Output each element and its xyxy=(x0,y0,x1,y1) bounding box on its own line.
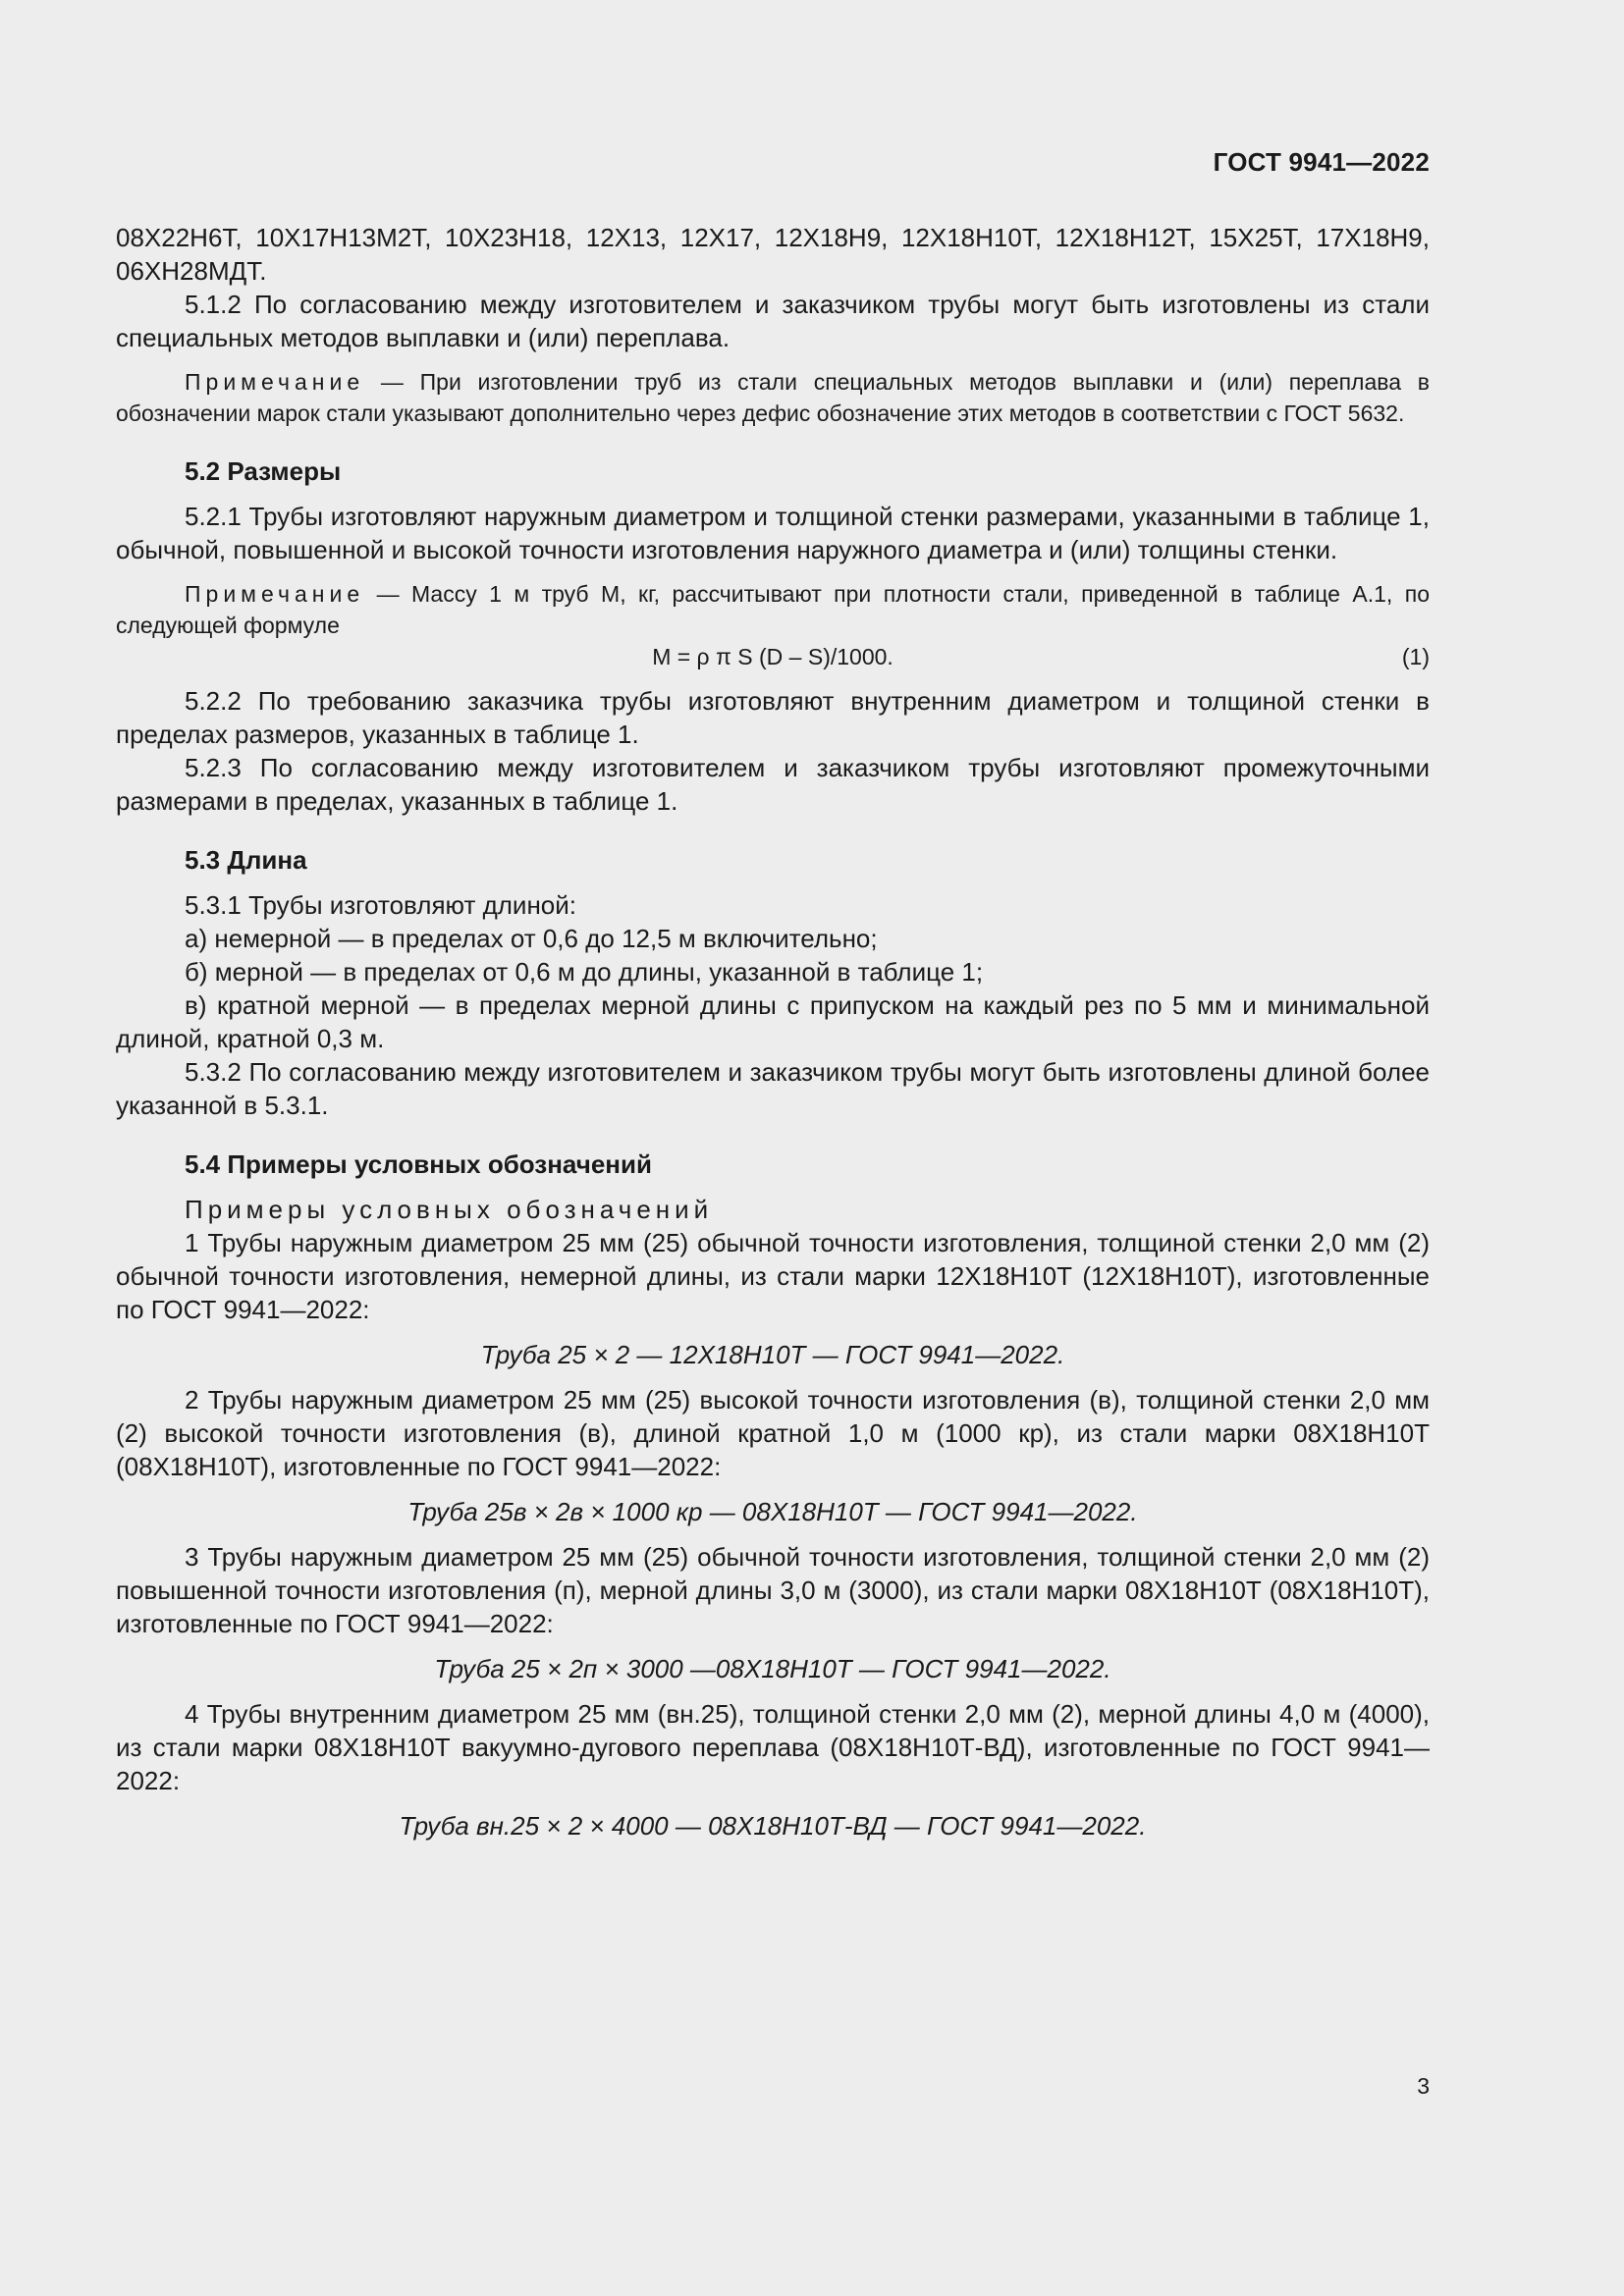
note-2 xyxy=(116,578,1430,641)
section-heading-5-2: 5.2 Размеры xyxy=(185,456,342,486)
section-heading-5-3: 5.3 Длина xyxy=(185,845,307,875)
note-text: — При изготовлении труб из стали специальных методов выплавки и (или) переплава в обозначении марок стали указывают дополнительно через дефис обозначение этих методов в соответствии с ГОСТ 5632. xyxy=(116,369,1430,426)
section-heading-5-4: 5.4 Примеры условных обозначений xyxy=(185,1149,652,1179)
example-4: 4 Трубы внутренним диаметром 25 мм (вн.25), толщиной стенки 2,0 мм (2), мерной длины 4,0 м (4000), из стали марки 08Х18Н10Т вакуумно-дугового переплава (08Х18Н10Т-ВД), изготовленные по ГОСТ 9941—2022: xyxy=(116,1699,1430,1795)
paragraph-5-1-2: 5.1.2 По согласованию между изготовителем и заказчиком трубы могут быть изготовлены из стали специальных методов выплавки и (или) переплава. xyxy=(116,290,1430,352)
example-3-code: Труба 25 × 2п × 3000 —08Х18Н10Т — ГОСТ 9941—2022. xyxy=(434,1654,1111,1683)
example-2: 2 Трубы наружным диаметром 25 мм (25) высокой точности изготовления (в), толщиной стенки 2,0 мм (2) высокой точности изготовления (в), длиной кратной 1,0 м (1000 кр), из стали марки 08Х18Н10Т (08Х18Н10Т), изготовленные по ГОСТ 9941—2022: xyxy=(116,1385,1430,1481)
doc-header: ГОСТ 9941—2022 xyxy=(1213,147,1430,177)
note-1 xyxy=(116,366,1430,429)
note-label: Примечание xyxy=(185,369,365,395)
formula-number: (1) xyxy=(1401,644,1430,669)
formula-text: M = ρ π S (D – S)/1000. xyxy=(652,644,893,669)
formula-1 xyxy=(116,641,1430,672)
example-1-code: Труба 25 × 2 — 12Х18Н10Т — ГОСТ 9941—2022. xyxy=(480,1340,1065,1369)
document-body xyxy=(116,221,1430,1842)
note-label: Примечание xyxy=(185,581,365,607)
list-item-b: б) мерной — в пределах от 0,6 м до длины, указанной в таблице 1; xyxy=(185,957,984,987)
list-item-a: а) немерной — в пределах от 0,6 до 12,5 м включительно; xyxy=(185,924,878,953)
list-item-v: в) кратной мерной — в пределах мерной длины с припуском на каждый рез по 5 мм и минимальной длиной, кратной 0,3 м. xyxy=(116,990,1430,1053)
examples-label: Примеры условных обозначений xyxy=(185,1195,714,1224)
page-number: 3 xyxy=(1417,2073,1430,2099)
paragraph-5-2-2: 5.2.2 По требованию заказчика трубы изготовляют внутренним диаметром и толщиной стенки в пределах размеров, указанных в таблице 1. xyxy=(116,686,1430,749)
paragraph-5-2-3: 5.2.3 По согласованию между изготовителем и заказчиком трубы изготовляют промежуточными размерами в пределах, указанных в таблице 1. xyxy=(116,753,1430,816)
example-4-code: Труба вн.25 × 2 × 4000 — 08Х18Н10Т-ВД — ГОСТ 9941—2022. xyxy=(399,1811,1147,1841)
example-3: 3 Трубы наружным диаметром 25 мм (25) обычной точности изготовления, толщиной стенки 2,0 мм (2) повышенной точности изготовления (п), мерной длины 3,0 м (3000), из стали марки 08Х18Н10Т (08Х18Н10Т), изготовленные по ГОСТ 9941—2022: xyxy=(116,1542,1430,1638)
paragraph-5-3-2: 5.3.2 По согласованию между изготовителем и заказчиком трубы могут быть изготовлены длиной более указанной в 5.3.1. xyxy=(116,1057,1430,1120)
example-1: 1 Трубы наружным диаметром 25 мм (25) обычной точности изготовления, толщиной стенки 2,0 мм (2) обычной точности изготовления, немерной длины, из стали марки 12Х18Н10Т (12Х18Н10Т), изготовленные по ГОСТ 9941—2022: xyxy=(116,1228,1430,1324)
note-text: — Массу 1 м труб M, кг, рассчитывают при плотности стали, приведенной в таблице А.1, по следующей формуле xyxy=(116,581,1430,638)
steel-grades-paragraph: 08Х22Н6Т, 10Х17Н13М2Т, 10Х23Н18, 12Х13, 12Х17, 12Х18Н9, 12Х18Н10Т, 12Х18Н12Т, 15Х25Т, 17Х18Н9, 06ХН28МДТ. xyxy=(116,223,1430,286)
paragraph-5-3-1: 5.3.1 Трубы изготовляют длиной: xyxy=(185,890,577,920)
paragraph-5-2-1: 5.2.1 Трубы изготовляют наружным диаметром и толщиной стенки размерами, указанными в таблице 1, обычной, повышенной и высокой точности изготовления наружного диаметра и (или) толщины стенки. xyxy=(116,502,1430,564)
example-2-code: Труба 25в × 2в × 1000 кр — 08Х18Н10Т — ГОСТ 9941—2022. xyxy=(407,1497,1138,1526)
